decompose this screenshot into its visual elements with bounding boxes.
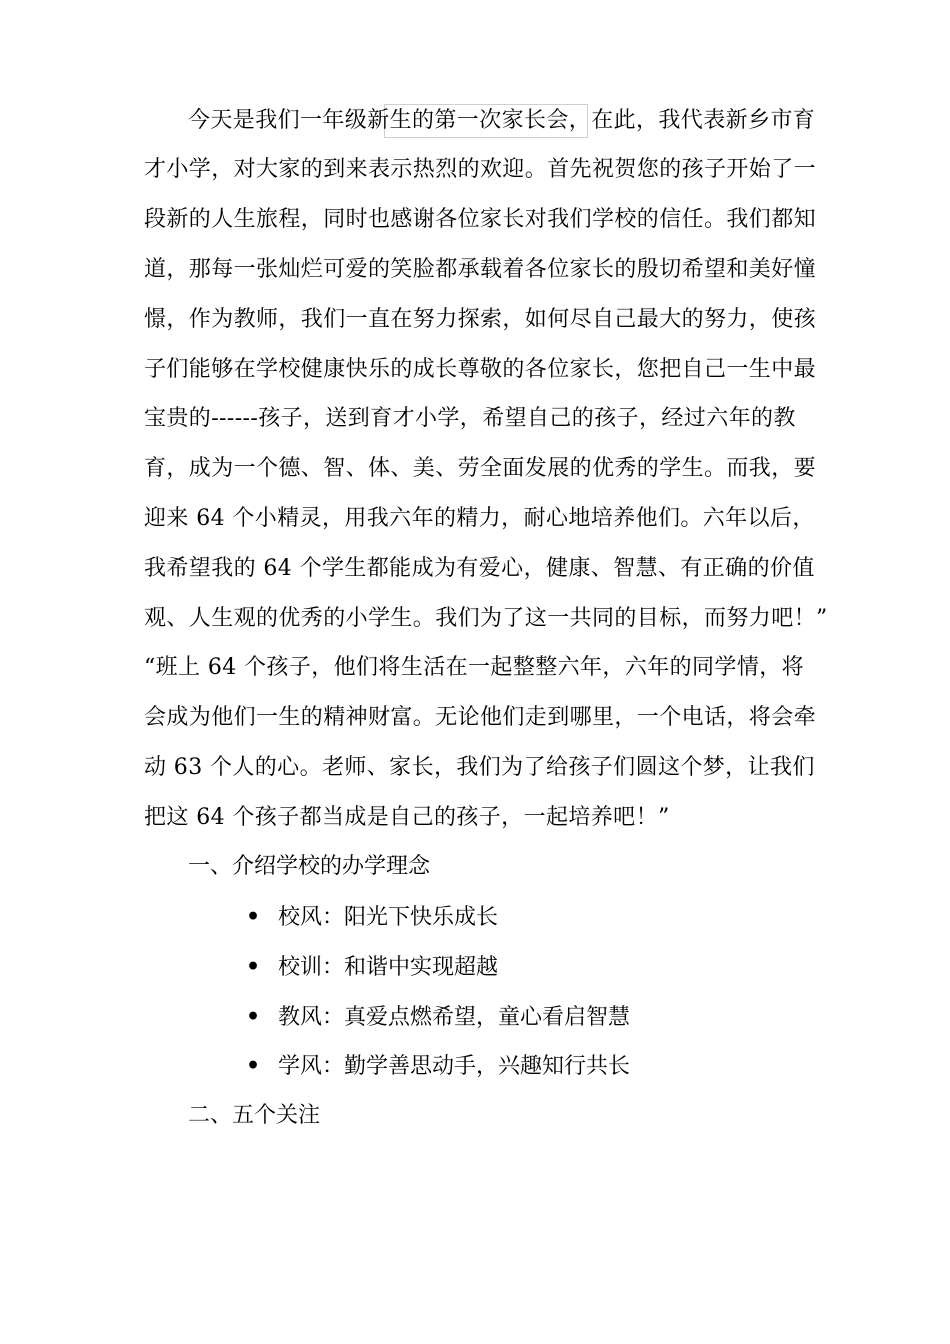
bullet-item-teaching-style: [246, 1002, 630, 1033]
bullet-icon: •: [246, 1053, 261, 1079]
paragraph-line: 段新的人生旅程，同时也感谢各位家长对我们学校的信任。我们都知: [144, 207, 817, 232]
paragraph-line: 迎来 64 个小精灵，用我六年的精力，耐心地培养他们。六年以后，: [144, 506, 815, 531]
paragraph-line: 才小学，对大家的到来表示热烈的欢迎。首先祝贺您的孩子开始了一: [144, 157, 817, 182]
paragraph-line: “班上 64 个孩子，他们将生活在一起整整六年，六年的同学情，将: [144, 655, 805, 680]
bullet-icon: •: [246, 1004, 261, 1030]
bullet-icon: •: [246, 904, 261, 930]
bullet-item-school-motto: [246, 952, 498, 983]
bullet-text: 学风：勤学善思动手，兴趣知行共长: [278, 1054, 631, 1079]
bullet-item-study-style: [246, 1051, 630, 1082]
bullet-text: 校训：和谐中实现超越: [278, 955, 499, 980]
paragraph-line: 观、人生观的优秀的小学生。我们为了这一共同的目标，而努力吧！”: [144, 606, 828, 631]
paragraph-line: 育，成为一个德、智、体、美、劳全面发展的优秀的学生。而我，要: [144, 456, 817, 481]
paragraph-line: 我希望我的 64 个学生都能成为有爱心，健康、智慧、有正确的价值: [144, 556, 815, 581]
paragraph-line: 憬，作为教师，我们一直在努力探索，如何尽自己最大的努力，使孩: [144, 307, 817, 332]
paragraph-line: 把这 64 个孩子都当成是自己的孩子，一起培养吧！”: [144, 805, 670, 830]
paragraph-line: 会成为他们一生的精神财富。无论他们走到哪里，一个电话，将会牵: [144, 705, 817, 730]
paragraph-line: 宝贵的------孩子，送到育才小学，希望自己的孩子，经过六年的教: [144, 406, 796, 431]
bullet-text: 教风：真爱点燃希望，童心看启智慧: [278, 1005, 631, 1030]
paragraph-line: 道，那每一张灿烂可爱的笑脸都承载着各位家长的殷切希望和美好憧: [144, 257, 817, 282]
section-heading-school-philosophy: 一、介绍学校的办学理念: [188, 854, 431, 879]
paragraph-line: 今天是我们一年级新生的第一次家长会，在此，我代表新乡市育: [188, 108, 816, 133]
paragraph-line: 动 63 个人的心。老师、家长，我们为了给孩子们圆这个梦，让我们: [144, 755, 815, 780]
paragraph-line: 子们能够在学校健康快乐的成长尊敬的各位家长，您把自己一生中最: [144, 357, 817, 382]
bullet-text: 校风：阳光下快乐成长: [278, 905, 499, 930]
bullet-icon: •: [246, 954, 261, 980]
bullet-item-school-spirit: [246, 902, 498, 933]
section-heading-five-focuses: 二、五个关注: [188, 1103, 321, 1128]
